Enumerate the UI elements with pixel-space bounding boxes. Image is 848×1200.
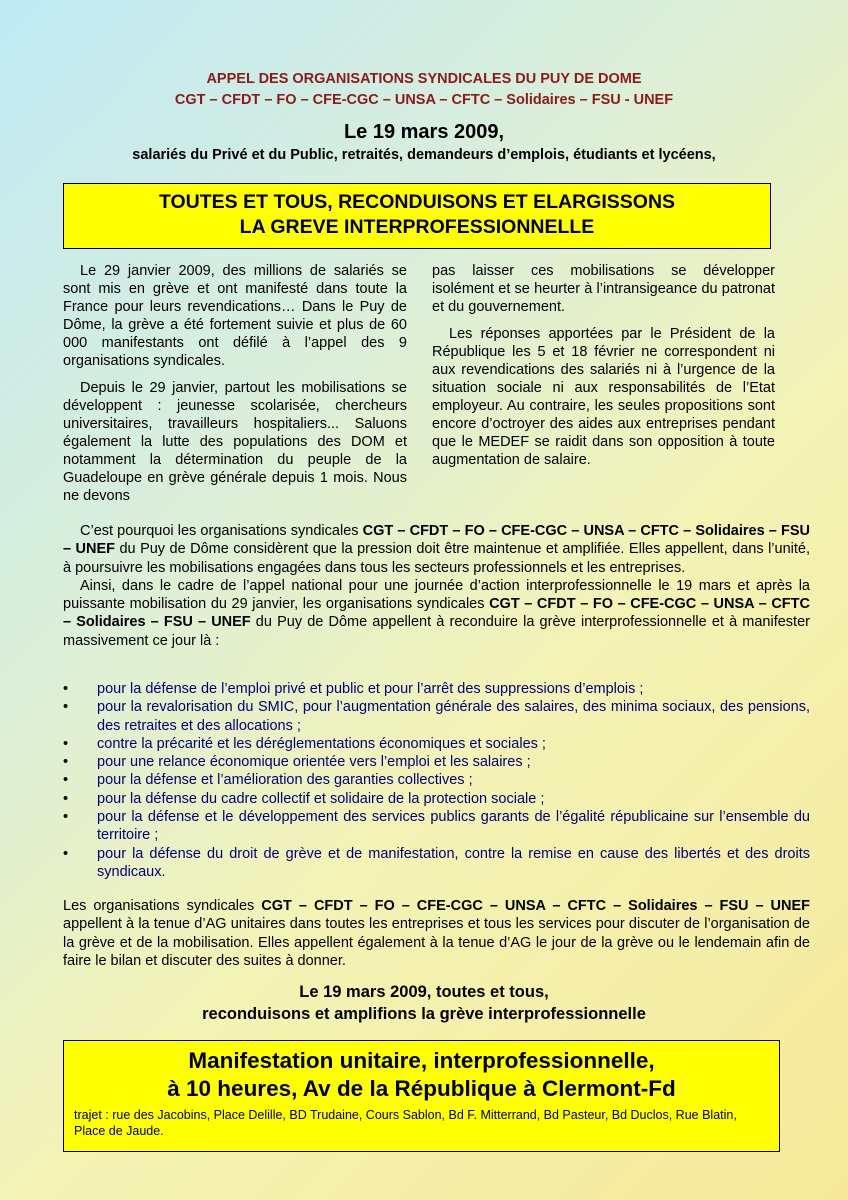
list-item-text: pour la défense et le développement des services publics garants de l’égalité républicaine sur l’ensemble du territoire ; bbox=[97, 809, 810, 844]
list-item-text: pour la défense du droit de grève et de manifestation, contre la remise en cause des libertés et des droits syndicaux. bbox=[97, 845, 810, 880]
header-line-1: APPEL DES ORGANISATIONS SYNDICALES DU PUY DE DOME bbox=[206, 71, 642, 87]
date-title: Le 19 mars 2009, bbox=[343, 121, 505, 143]
right-paragraph-1: pas laisser ces mobilisations se développer isolément et se heurter à l’intransigeance du patronat et du gouvernement. bbox=[432, 263, 775, 315]
bullet-icon: • bbox=[63, 845, 69, 862]
text-run: du Puy de Dôme considèrent que la pression doit être maintenue et amplifiée. Elles appellent, dans l’unité, à poursuivre les mobilisations engagées dans tous les secteurs professionnels et les entreprises. bbox=[63, 541, 810, 576]
ag-section bbox=[63, 897, 810, 970]
text-run: du Puy de Dôme appellent à reconduire la grève interprofessionnelle et à manifester massivement ce jour là : bbox=[63, 614, 810, 649]
list-item bbox=[63, 771, 810, 789]
list-item bbox=[63, 845, 810, 882]
left-column bbox=[63, 262, 407, 514]
list-item-text: pour la défense du cadre collectif et solidaire de la protection sociale ; bbox=[97, 790, 545, 807]
text-run: C’est pourquoi les organisations syndicales bbox=[80, 523, 363, 539]
right-paragraph-2: Les réponses apportées par le Président de la République les 5 et 18 février ne correspondent ni aux revendications des salariés ni à l’urgence de la situation sociale ni aux responsabilités de l’Etat employeur. Au contraire, les seules propositions sont encore d’octroyer des aides aux entreprises pendant que le MEDEF se raidit dans son opposition à toute augmentation de salaire. bbox=[432, 326, 775, 468]
list-item bbox=[63, 753, 810, 771]
manif-line-2: à 10 heures, Av de la République à Clermont-Fd bbox=[167, 1076, 676, 1101]
bullet-icon: • bbox=[63, 754, 69, 771]
text-run: Ainsi, dans le cadre de l’appel national pour une journée d’action interprofessionnelle le 19 mars et après la puissante mobilisation du 29 janvier, les organisations syndicales bbox=[63, 577, 810, 613]
right-column bbox=[432, 262, 775, 478]
unions-bold: CGT – CFDT – FO – CFE-CGC – UNSA – CFTC – Solidaires – FSU – UNEF bbox=[63, 523, 810, 558]
audience-line: salariés du Privé et du Public, retraités, demandeurs d’emplois, étudiants et lycéens, bbox=[132, 147, 716, 163]
list-item bbox=[63, 735, 810, 753]
left-paragraph-1: Le 29 janvier 2009, des millions de salariés se sont mis en grève et ont manifesté dans toute la France pour leurs revendications… Dans le Puy de Dôme, la grève a été fortement suivie et plus de 60 000 manifestants ont défilé à l’appel des 9 organisations syndicales. bbox=[63, 263, 407, 369]
left-paragraph-2: Depuis le 29 janvier, partout les mobilisations se développent : jeunesse scolarisée, chercheurs universitaires, travailleurs hospitaliers... Saluons également la lutte des populations des DOM et notamment la détermination du peuple de la Guadeloupe en grève générale depuis 1 mois. Nous ne devons bbox=[63, 380, 407, 504]
header-unions-line: CGT – CFDT – FO – CFE-CGC – UNSA – CFTC – Solidaires – FSU - UNEF bbox=[174, 92, 674, 108]
ag-paragraph bbox=[63, 897, 810, 970]
closing-line-2: reconduisons et amplifions la grève interprofessionnelle bbox=[202, 1005, 646, 1023]
body-paragraph-2 bbox=[63, 577, 810, 650]
body-paragraph-1 bbox=[63, 522, 810, 577]
list-item-text: pour la défense de l’emploi privé et public et pour l’arrêt des suppressions d’emplois ; bbox=[97, 681, 644, 697]
banner-line-1: TOUTES ET TOUS, RECONDUISONS ET ELARGISSONS bbox=[158, 191, 676, 213]
bullet-icon: • bbox=[63, 790, 69, 807]
text-run: Les organisations syndicales bbox=[63, 898, 262, 914]
banner-line-2: LA GREVE INTERPROFESSIONNELLE bbox=[239, 216, 595, 238]
bullet-icon: • bbox=[63, 681, 69, 697]
bullet-icon: • bbox=[63, 809, 69, 826]
closing-line-1: Le 19 mars 2009, toutes et tous, bbox=[299, 983, 549, 1001]
text-run: appellent à la tenue d’AG unitaires dans toutes les entreprises et tous les services pour discuter de l’organisation de la grève et de la mobilisation. Elles appellent également à la tenue d’AG le jour de la grève ou le lendemain afin de faire le bilan et discuter des suites à donner. bbox=[63, 916, 810, 969]
manif-line-1: Manifestation unitaire, interprofessionnelle, bbox=[188, 1048, 655, 1073]
list-item bbox=[63, 790, 810, 808]
list-item-text: contre la précarité et les déréglementations économiques et sociales ; bbox=[97, 735, 546, 752]
main-banner bbox=[63, 183, 771, 249]
list-item bbox=[63, 680, 810, 698]
list-item-text: pour une relance économique orientée vers l’emploi et les salaires ; bbox=[97, 754, 531, 771]
demands-list bbox=[63, 680, 810, 881]
unions-bold: CGT – CFDT – FO – CFE-CGC – UNSA – CFTC – Solidaires – FSU – UNEF bbox=[63, 596, 810, 631]
manif-route: trajet : rue des Jacobins, Place Delille, BD Trudaine, Cours Sablon, Bd F. Mitterrand, Bd Pasteur, Bd Duclos, Rue Blatin, Place de Jaude. bbox=[74, 1108, 737, 1138]
list-item-text: pour la revalorisation du SMIC, pour l’augmentation générale des salaires, des minima sociaux, des pensions, des retraites et des allocations ; bbox=[97, 699, 810, 734]
list-item bbox=[63, 698, 810, 735]
bullet-icon: • bbox=[63, 699, 69, 716]
list-item bbox=[63, 808, 810, 845]
bullet-icon: • bbox=[63, 772, 69, 789]
manifestation-box bbox=[63, 1040, 780, 1152]
unions-bold: CGT – CFDT – FO – CFE-CGC – UNSA – CFTC – Solidaires – FSU – UNEF bbox=[261, 898, 811, 914]
list-item-text: pour la défense et l’amélioration des garanties collectives ; bbox=[97, 772, 473, 789]
bullet-icon: • bbox=[63, 735, 69, 752]
body-paragraphs bbox=[63, 522, 810, 650]
